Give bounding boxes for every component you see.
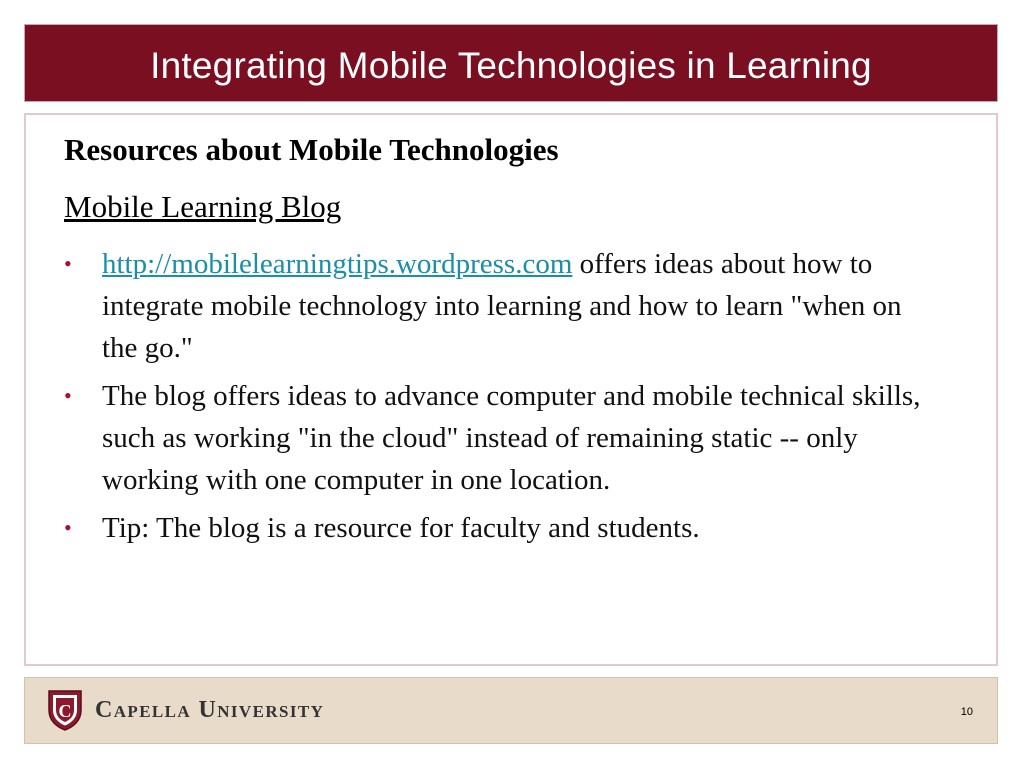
bullet-text: offers ideas about how to integrate mobile technology into learning and how to learn "when on the go." bbox=[102, 248, 902, 364]
logo-monogram: C bbox=[58, 701, 72, 721]
bullet-icon: • bbox=[64, 251, 72, 276]
bullet-list bbox=[64, 243, 944, 555]
shield-icon bbox=[47, 688, 83, 732]
bullet-text: Tip: The blog is a resource for faculty and students. bbox=[102, 512, 700, 544]
page-number: 10 bbox=[960, 706, 973, 718]
capella-logo bbox=[47, 688, 324, 732]
slide-title: Integrating Mobile Technologies in Learning bbox=[150, 45, 872, 86]
bullet-item bbox=[64, 243, 944, 369]
blog-link[interactable]: http://mobilelearningtips.wordpress.com bbox=[102, 248, 573, 280]
footer-bar bbox=[24, 677, 998, 744]
bullet-icon: • bbox=[64, 515, 72, 540]
bullet-item bbox=[64, 507, 944, 549]
bullet-icon: • bbox=[64, 383, 72, 408]
content-panel bbox=[24, 113, 998, 666]
bullet-text: The blog offers ideas to advance computer and mobile technical skills, such as working "in the cloud" instead of remaining static -- only working with one computer in one location. bbox=[102, 380, 921, 496]
logo-text: Capella University bbox=[95, 696, 325, 723]
section-subheading: Mobile Learning Blog bbox=[64, 189, 342, 224]
bullet-item bbox=[64, 375, 944, 501]
title-bar bbox=[24, 24, 998, 102]
section-heading: Resources about Mobile Technologies bbox=[64, 132, 559, 167]
